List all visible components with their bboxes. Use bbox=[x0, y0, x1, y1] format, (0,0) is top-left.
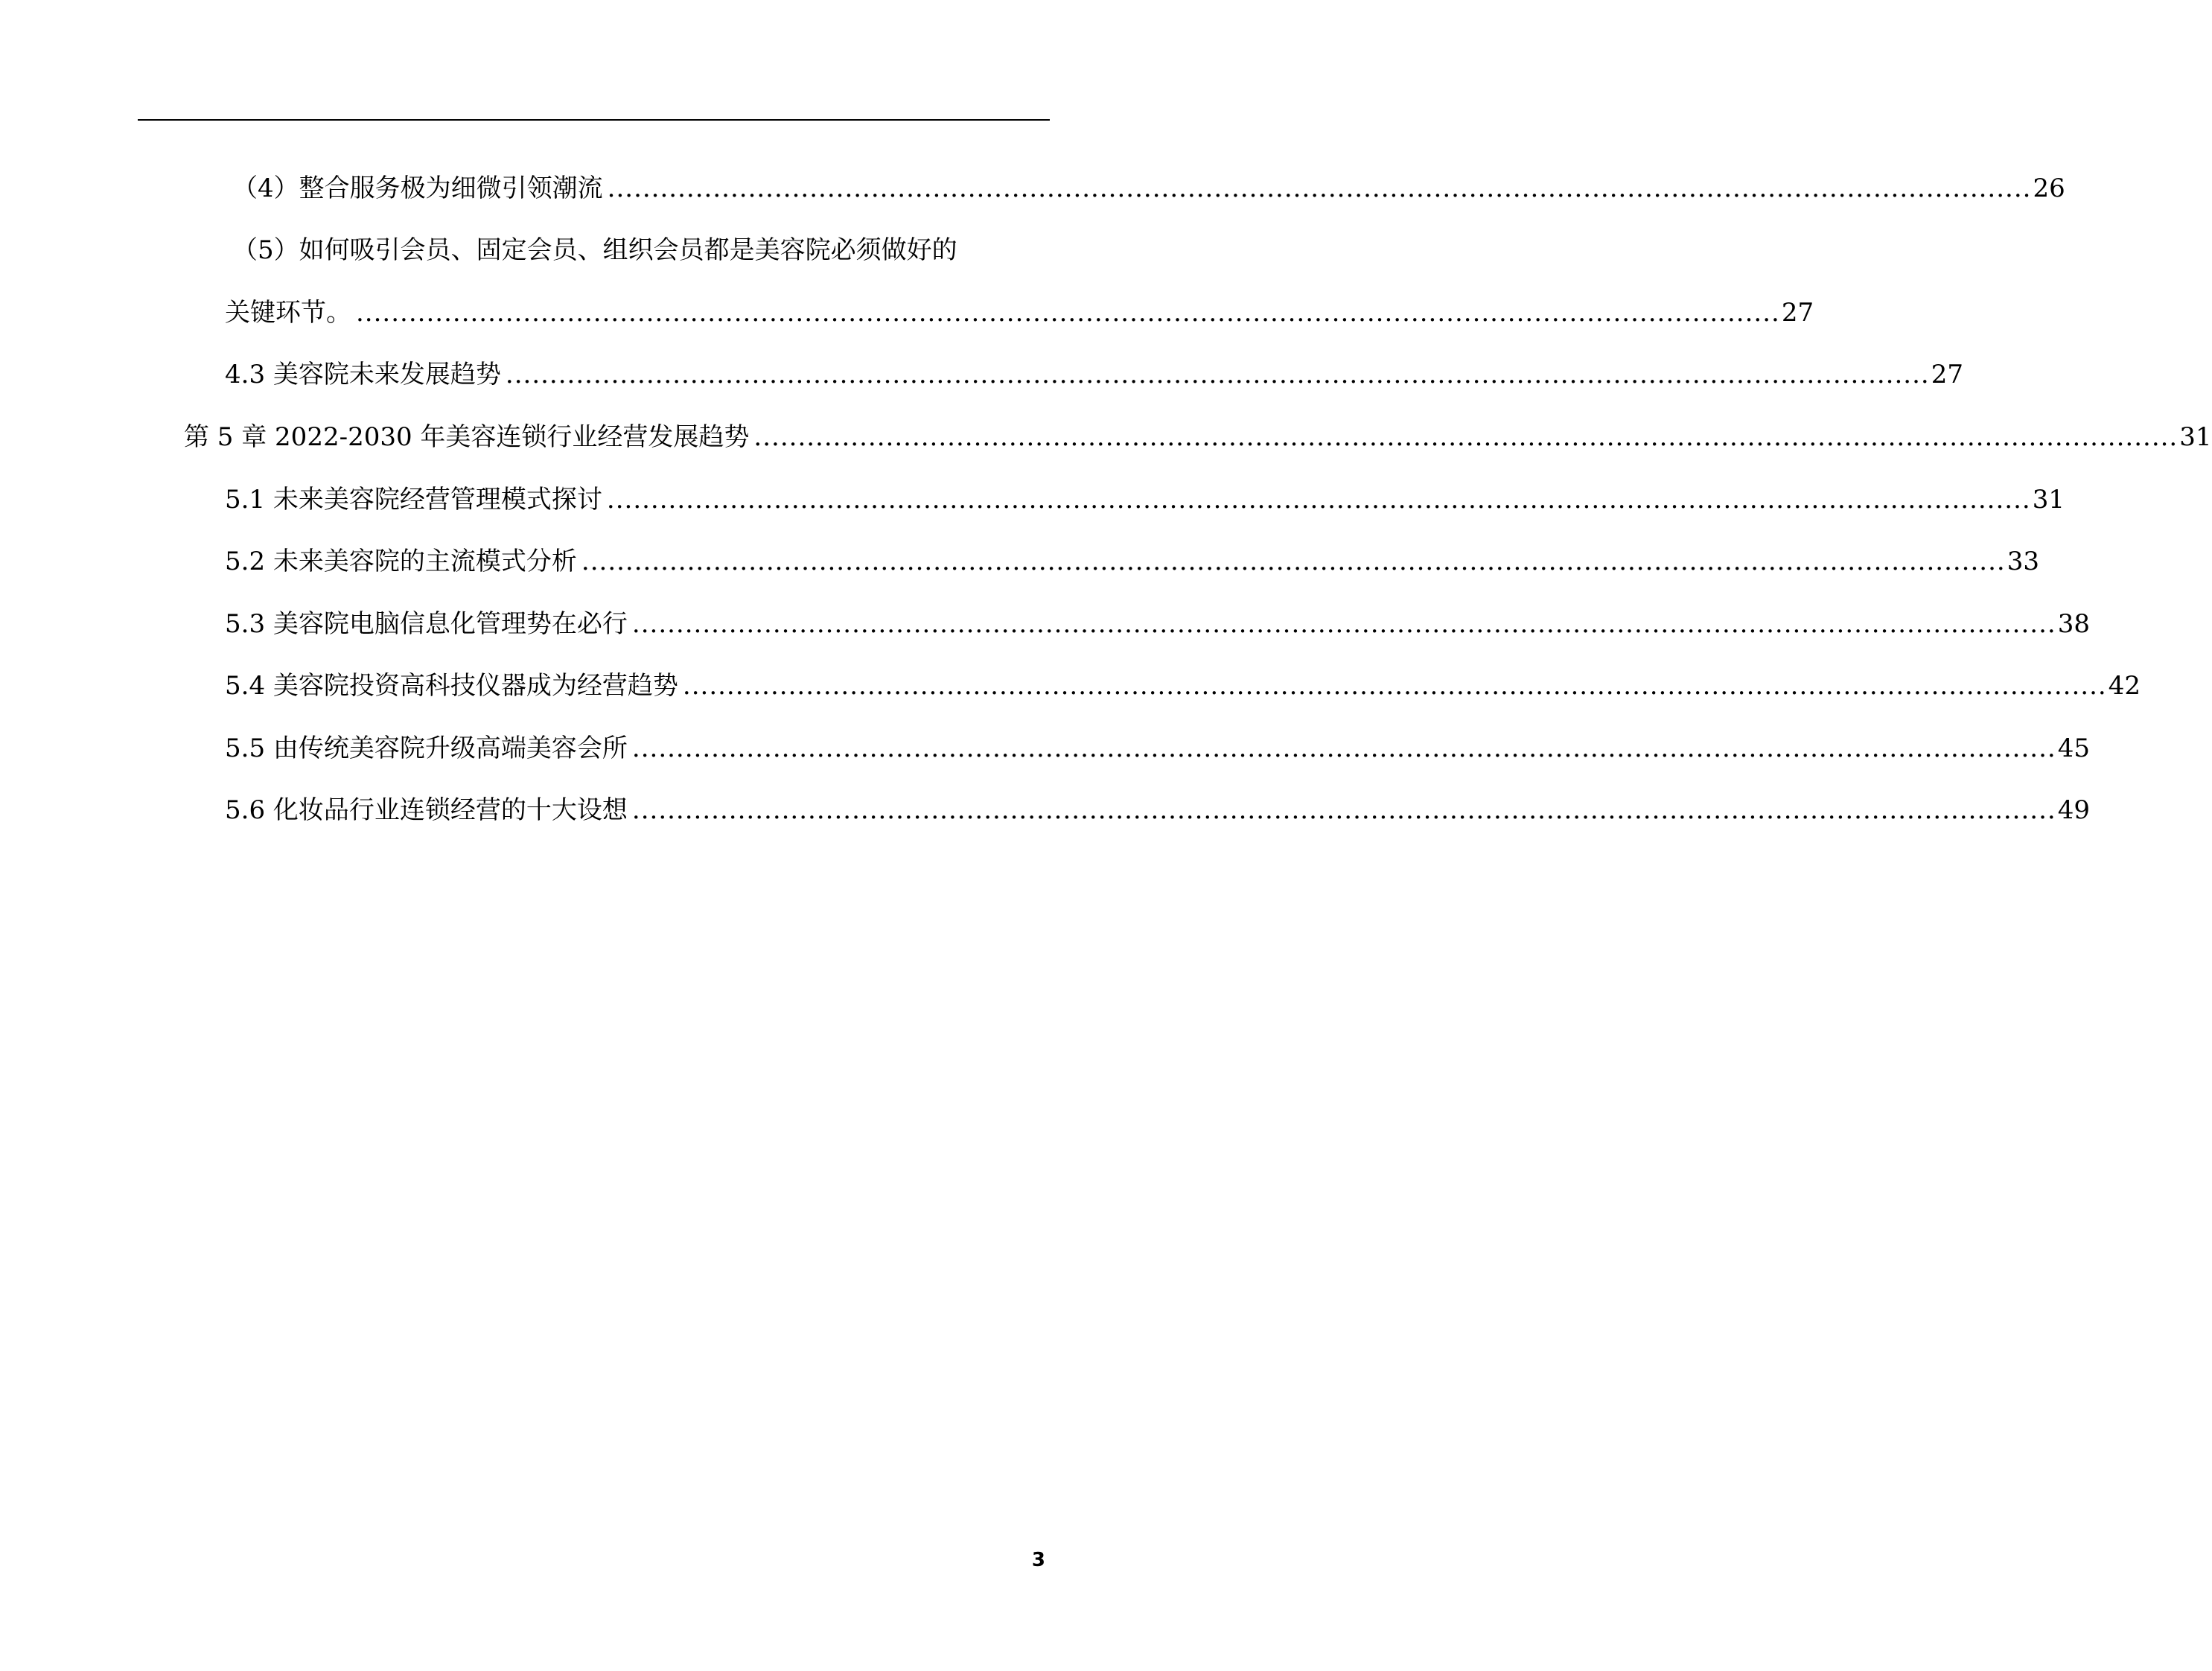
toc-dot-leader: .................................................................................................................................................................. bbox=[631, 795, 2056, 825]
toc-entry-continuation[interactable] bbox=[0, 290, 1814, 335]
toc-entry-title: 4.3 美容院未来发展趋势 bbox=[225, 360, 501, 389]
toc-dot-leader: .................................................................................................................................................................. bbox=[356, 298, 1780, 328]
header-rule bbox=[138, 119, 1050, 121]
toc-entry[interactable] bbox=[0, 477, 2065, 522]
toc-dot-leader: .................................................................................................................................................................. bbox=[753, 422, 2178, 452]
toc-entry-page: 27 bbox=[1931, 360, 1963, 389]
toc-dot-leader: .................................................................................................................................................................. bbox=[631, 609, 2056, 639]
toc-entry-title: （5）如何吸引会员、固定会员、组织会员都是美容院必须做好的 bbox=[232, 235, 957, 265]
toc-entry[interactable] bbox=[0, 539, 2039, 584]
toc-chapter[interactable] bbox=[0, 415, 2212, 459]
toc-entry-title: 5.2 未来美容院的主流模式分析 bbox=[225, 547, 577, 576]
toc-entry[interactable] bbox=[0, 726, 2090, 771]
toc-entry-title: 5.6 化妆品行业连锁经营的十大设想 bbox=[225, 795, 628, 825]
toc-entry-page: 45 bbox=[2057, 733, 2090, 763]
toc-entry[interactable] bbox=[0, 352, 1963, 397]
toc-entry-page: 49 bbox=[2057, 795, 2090, 825]
toc-dot-leader: .................................................................................................................................................................. bbox=[505, 360, 1930, 389]
toc-entry-page: 33 bbox=[2007, 547, 2039, 576]
toc-dot-leader: .................................................................................................................................................................. bbox=[607, 174, 2032, 203]
toc-entry-title: 关键环节。 bbox=[225, 298, 351, 328]
toc-entry-title: 5.4 美容院投资高科技仪器成为经营趋势 bbox=[225, 671, 678, 701]
toc-entry-title: 第 5 章 2022-2030 年美容连锁行业经营发展趋势 bbox=[184, 422, 750, 452]
toc-entry-page: 42 bbox=[2108, 671, 2141, 701]
toc-entry-page: 38 bbox=[2057, 609, 2090, 639]
toc-entry-title: 5.3 美容院电脑信息化管理势在必行 bbox=[225, 609, 628, 639]
toc-entry[interactable] bbox=[0, 166, 2065, 211]
toc-entry[interactable] bbox=[0, 228, 1181, 273]
toc-entry-page: 26 bbox=[2033, 174, 2065, 203]
toc-entry-page: 31 bbox=[2179, 422, 2212, 452]
toc-dot-leader: .................................................................................................................................................................. bbox=[606, 485, 2031, 515]
toc-entry-title: （4）整合服务极为细微引领潮流 bbox=[232, 174, 603, 203]
toc-entry-page: 31 bbox=[2032, 485, 2065, 515]
toc-entry[interactable] bbox=[0, 788, 2090, 833]
toc-dot-leader: .................................................................................................................................................................. bbox=[682, 671, 2107, 701]
page-number: 3 bbox=[1031, 1549, 1045, 1571]
toc-entry-title: 5.5 由传统美容院升级高端美容会所 bbox=[225, 733, 628, 763]
toc-entry-page: 27 bbox=[1781, 298, 1814, 328]
toc-entry[interactable] bbox=[0, 602, 2090, 646]
toc-dot-leader: .................................................................................................................................................................. bbox=[631, 733, 2056, 763]
toc-entry[interactable] bbox=[0, 663, 2141, 708]
toc-entry-title: 5.1 未来美容院经营管理模式探讨 bbox=[225, 485, 602, 515]
toc-dot-leader: .................................................................................................................................................................. bbox=[581, 547, 2006, 576]
